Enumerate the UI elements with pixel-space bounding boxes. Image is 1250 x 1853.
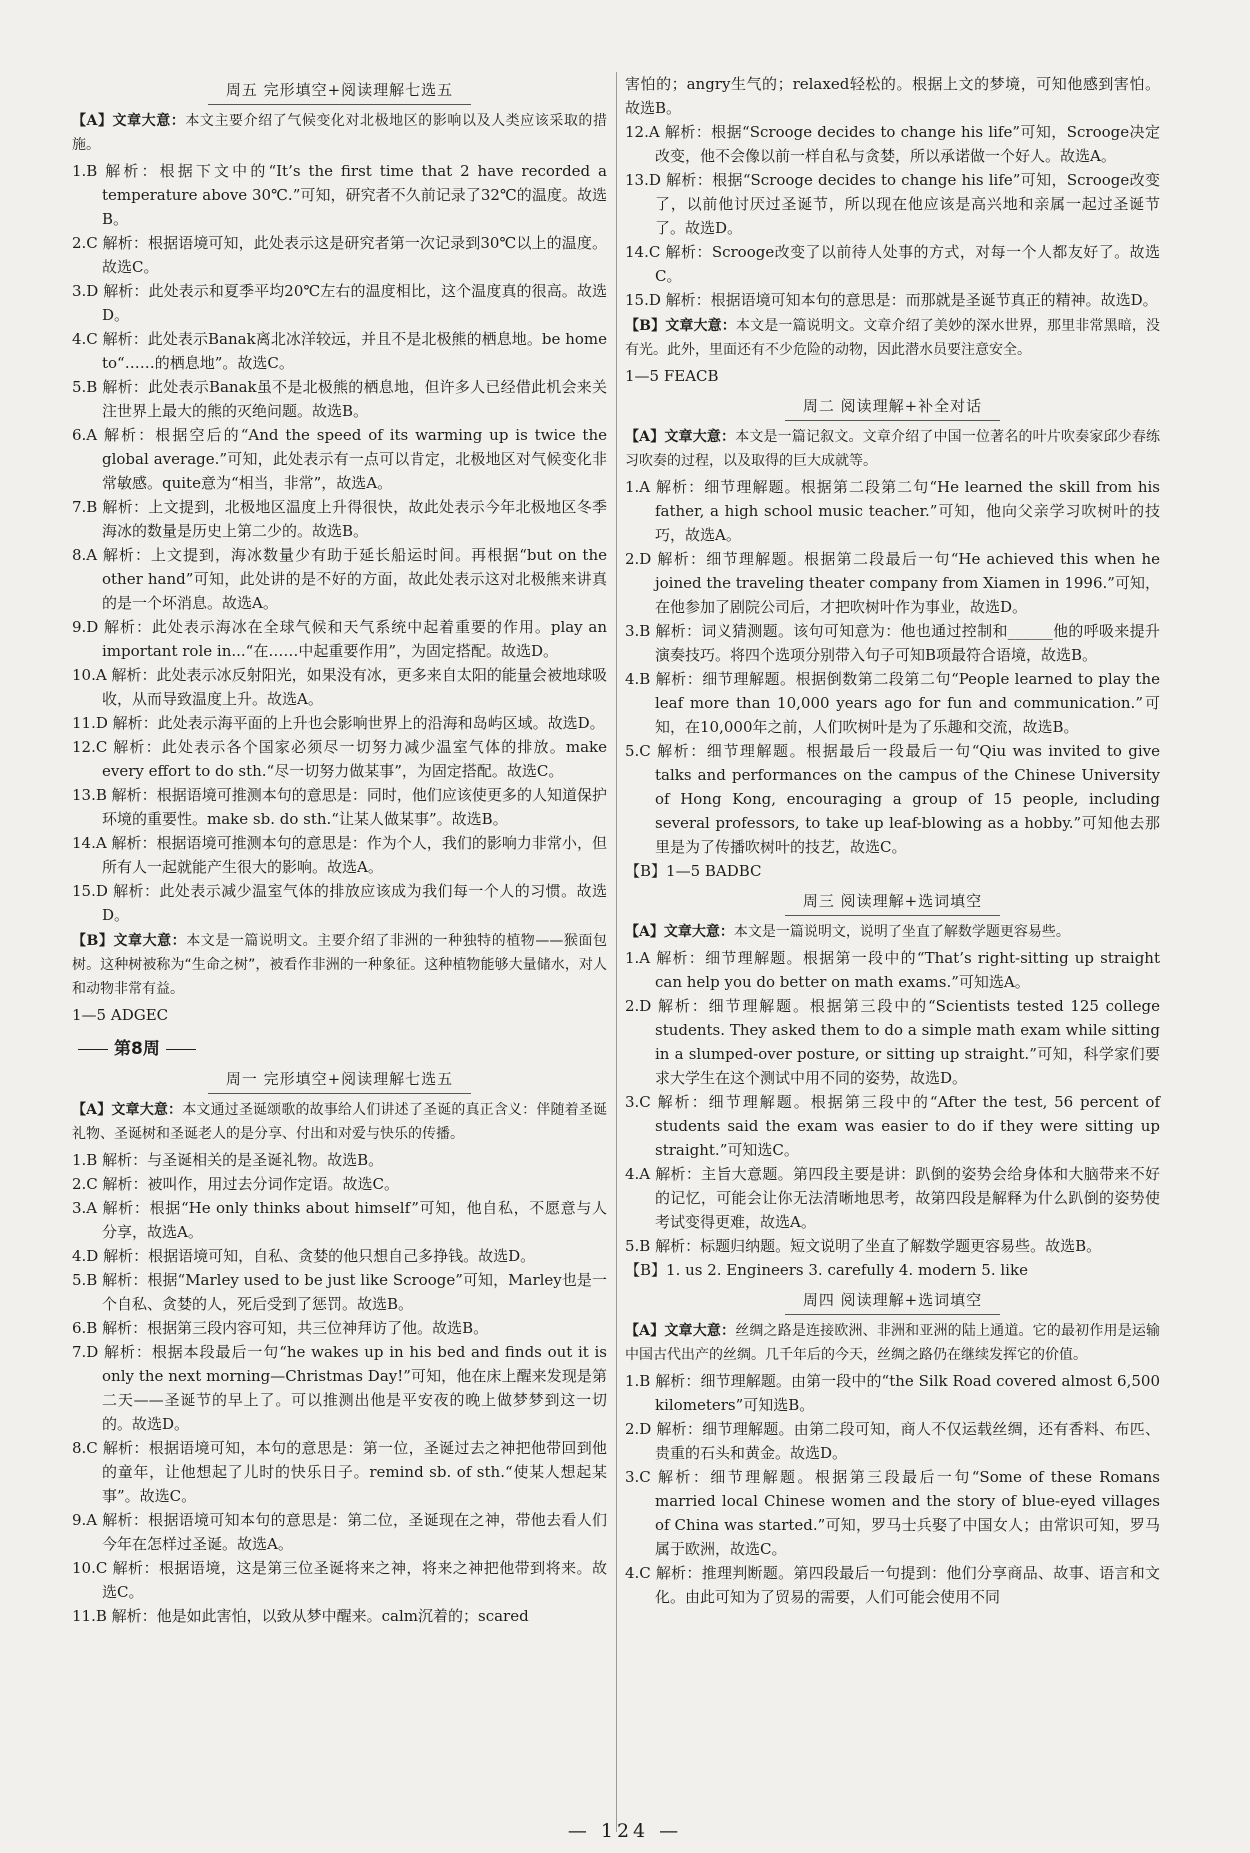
article-summary <box>72 109 607 157</box>
answer-item: 4.C 解析：此处表示Banak离北冰洋较远，并且不是北极熊的栖息地。be home to“……的栖息地”。故选C。 <box>72 330 607 372</box>
answer-item: 13.B 解析：根据语境可推测本句的意思是：同时，他们应该使更多的人知道保护环境的重要性。make sb. do sth.“让某人做某事”。故选B。 <box>72 786 607 828</box>
article-summary <box>625 425 1160 473</box>
answer-item: 3.C 解析：细节理解题。根据第三段中的“After the test, 56 percent of students said the exam was easier to do if they were sitting up straight.”可知选C。 <box>625 1093 1160 1159</box>
answer-line: 1—5 FEACB <box>625 367 719 385</box>
summary-text: 本文是一篇说明文。主要介绍了非洲的一种独特的植物——猴面包树。这种树被称为“生命之树”，被看作非洲的一种象征。这种植物能够大量储水，对人和动物非常有益。 <box>72 933 607 997</box>
answer-item: 2.D 解析：细节理解题。由第二段可知，商人不仅运载丝绸，还有香料、布匹、贵重的石头和黄金。故选D。 <box>625 1420 1160 1462</box>
answer-item: 2.D 解析：细节理解题。根据第三段中的“Scientists tested 125 college students. They asked them to do a simple math exam while sitting in a slumped-over posture, or sitting up straight.”可知，科学家们要求大学生在这个测试中用不同的姿势，故选D。 <box>625 997 1160 1087</box>
answer-item: 15.D 解析：根据语境可知本句的意思是：而那就是圣诞节真正的精神。故选D。 <box>625 291 1158 309</box>
summary-tag: 【A】文章大意： <box>72 113 186 129</box>
left-column <box>72 72 607 1628</box>
column-divider <box>616 72 617 1832</box>
answer-item: 7.B 解析：上文提到，北极地区温度上升得很快，故此处表示今年北极地区冬季海冰的数量是历史上第二少的。故选B。 <box>72 498 607 540</box>
section-heading <box>625 1288 1160 1315</box>
summary-tag: 【A】文章大意： <box>625 924 734 940</box>
answer-item: 12.C 解析：此处表示各个国家必须尽一切努力减少温室气体的排放。make every effort to do sth.“尽一切努力做某事”，为固定搭配。故选C。 <box>72 738 607 780</box>
answer-item: 6.A 解析：根据空后的“And the speed of its warming up is twice the global average.”可知，此处表示有一点可以肯定，北极地区对气候变化非常敏感。quite意为“相当，非常”，故选A。 <box>72 426 607 492</box>
article-summary <box>625 314 1160 362</box>
answer-item: 2.C 解析：被叫作，用过去分词作定语。故选C。 <box>72 1175 400 1193</box>
answer-item: 1.A 解析：细节理解题。根据第一段中的“That’s right-sitting up straight can help you do better on math exams.”可知选A。 <box>625 949 1160 991</box>
article-summary <box>72 929 607 1001</box>
section-heading <box>72 78 607 105</box>
answer-item: 11.B 解析：他是如此害怕，以致从梦中醒来。calm沉着的；scared <box>72 1607 529 1625</box>
section-heading <box>625 889 1160 916</box>
answer-item: 8.C 解析：根据语境可知，本句的意思是：第一位，圣诞过去之神把他带回到他的童年，让他想起了儿时的快乐日子。remind sb. of sth.“使某人想起某事”。故选C。 <box>72 1439 607 1505</box>
answer-item: 4.A 解析：主旨大意题。第四段主要是讲：趴倒的姿势会给身体和大脑带来不好的记忆，可能会让你无法清晰地思考，故第四段是解释为什么趴倒的姿势使考试变得更难，故选A。 <box>625 1165 1160 1231</box>
section-heading <box>625 394 1160 421</box>
answer-item: 7.D 解析：根据本段最后一句“he wakes up in his bed and finds out it is only the next morning—Christmas Day!”可知，他在床上醒来发现是第二天——圣诞节的早上了。可以推测出他是平安夜的晚上做梦梦到这一切的。故选D。 <box>72 1343 607 1433</box>
right-column <box>625 72 1160 1609</box>
answer-item: 1.B 解析：根据下文中的“It’s the first time that 2 have recorded a temperature above 30℃.”可知，研究者不久前记录了32℃的温度。故选B。 <box>72 162 607 228</box>
answer-item: 10.C 解析：根据语境，这是第三位圣诞将来之神，将来之神把他带到将来。故选C。 <box>72 1559 607 1601</box>
answer-item: 3.B 解析：词义猜测题。该句可知意为：他也通过控制和______他的呼吸来提升演奏技巧。将四个选项分别带入句子可知B项最符合语境，故选B。 <box>625 622 1160 664</box>
answer-item: 9.A 解析：根据语境可知本句的意思是：第二位，圣诞现在之神，带他去看人们今年在怎样过圣诞。故选A。 <box>72 1511 607 1553</box>
answer-item: 14.C 解析：Scrooge改变了以前待人处事的方式，对每一个人都友好了。故选C。 <box>625 243 1160 285</box>
summary-tag: 【A】文章大意： <box>625 1323 736 1339</box>
answer-page <box>10 72 1240 1802</box>
section-heading-text: 周五 完形填空+阅读理解七选五 <box>208 78 471 105</box>
section-heading-text: 周二 阅读理解+补全对话 <box>785 394 1000 421</box>
answer-item: 11.D 解析：此处表示海平面的上升也会影响世界上的沿海和岛屿区域。故选D。 <box>72 714 605 732</box>
answer-item: 4.B 解析：细节理解题。根据倒数第二段第二句“People learned to play the leaf more than 10,000 years ago for fun and communication.”可知，在10,000年之前，人们吹树叶是为了乐趣和交流，故选B。 <box>625 670 1160 736</box>
answer-item: 14.A 解析：根据语境可推测本句的意思是：作为个人，我们的影响力非常小，但所有人一起就能产生很大的影响。故选A。 <box>72 834 607 876</box>
summary-text: 本文是一篇记叙文。文章介绍了中国一位著名的叶片吹奏家邱少春练习吹奏的过程，以及取得的巨大成就等。 <box>625 429 1160 469</box>
answer-item: 1.A 解析：细节理解题。根据第二段第二句“He learned the skill from his father, a high school music teacher.”可知，他向父亲学习吹树叶的技巧，故选A。 <box>625 478 1160 544</box>
summary-tag: 【B】文章大意： <box>72 933 187 949</box>
summary-text: 本文是一篇说明文，说明了坐直了解数学题更容易些。 <box>733 924 1070 940</box>
answer-item: 3.A 解析：根据“He only thinks about himself”可知，他自私，不愿意与人分享，故选A。 <box>72 1199 607 1241</box>
answer-item: 12.A 解析：根据“Scrooge decides to change his life”可知，Scrooge决定改变，他不会像以前一样自私与贪婪，所以承诺做一个好人。故选A。 <box>625 123 1160 165</box>
summary-text: 丝绸之路是连接欧洲、非洲和亚洲的陆上通道。它的最初作用是运输中国古代出产的丝绸。几千年后的今天，丝绸之路仍在继续发挥它的价值。 <box>625 1323 1160 1363</box>
answer-item: 5.B 解析：此处表示Banak虽不是北极熊的栖息地，但许多人已经借此机会来关注世界上最大的熊的灭绝问题。故选B。 <box>72 378 607 420</box>
answer-item: 6.B 解析：根据第三段内容可知，共三位神拜访了他。故选B。 <box>72 1319 489 1337</box>
answer-item: 2.C 解析：根据语境可知，此处表示这是研究者第一次记录到30℃以上的温度。故选C。 <box>72 234 607 276</box>
summary-tag: 【A】文章大意： <box>625 429 736 445</box>
summary-text: 本文主要介绍了气候变化对北极地区的影响以及人类应该采取的措施。 <box>72 113 607 153</box>
answer-item: 5.B 解析：标题归纳题。短文说明了坐直了解数学题更容易些。故选B。 <box>625 1237 1102 1255</box>
summary-tag: 【A】文章大意： <box>72 1102 183 1118</box>
answer-item: 2.D 解析：细节理解题。根据第二段最后一句“He achieved this when he joined the traveling theater company from Xiamen in 1996.”可知，在他参加了剧院公司后，才把吹树叶作为事业，故选D。 <box>625 550 1160 616</box>
section-heading-text: 周四 阅读理解+选词填空 <box>785 1288 1000 1315</box>
answer-item: 3.D 解析：此处表示和夏季平均20℃左右的温度相比，这个温度真的很高。故选D。 <box>72 282 607 324</box>
answer-item: 1.B 解析：细节理解题。由第一段中的“the Silk Road covered almost 6,500 kilometers”可知选B。 <box>625 1372 1160 1414</box>
answer-item: 5.B 解析：根据“Marley used to be just like Scrooge”可知，Marley也是一个自私、贪婪的人，死后受到了惩罚。故选B。 <box>72 1271 607 1313</box>
answer-item: 4.D 解析：根据语境可知，自私、贪婪的他只想自己多挣钱。故选D。 <box>72 1247 536 1265</box>
answer-item: 5.C 解析：细节理解题。根据最后一段最后一句“Qiu was invited to give talks and performances on the campus of the Chinese University of Hong Kong, encouraging a group of 15 people, including several professors, to take up leaf-blowing as a hobby.”可知他去那里是为了传播吹树叶的技艺，故选C。 <box>625 742 1160 856</box>
section-heading-text: 周一 完形填空+阅读理解七选五 <box>208 1067 471 1094</box>
answer-item: 1.B 解析：与圣诞相关的是圣诞礼物。故选B。 <box>72 1151 384 1169</box>
article-summary <box>72 1098 607 1146</box>
answer-item: 3.C 解析：细节理解题。根据第三段最后一句“Some of these Romans married local Chinese women and the story of blue-eyed villages of China was started.”可知，罗马士兵娶了中国女人；由常识可知，罗马属于欧洲，故选C。 <box>625 1468 1160 1558</box>
summary-text: 本文通过圣诞颂歌的故事给人们讲述了圣诞的真正含义：伴随着圣诞礼物、圣诞树和圣诞老人的是分享、付出和对爱与快乐的传播。 <box>72 1102 607 1142</box>
answer-item: 15.D 解析：此处表示减少温室气体的排放应该成为我们每一个人的习惯。故选D。 <box>72 882 607 924</box>
answer-line: 1—5 ADGEC <box>72 1006 169 1024</box>
summary-text: 本文是一篇说明文。文章介绍了美妙的深水世界，那里非常黑暗，没有光。此外，里面还有不少危险的动物，因此潜水员要注意安全。 <box>625 318 1160 358</box>
week-heading-text: 第8周 <box>114 1039 160 1059</box>
section-heading <box>72 1067 607 1094</box>
page-number: — 124 — <box>567 1820 683 1842</box>
summary-tag: 【B】文章大意： <box>625 318 736 334</box>
answer-line: 【B】1—5 BADBC <box>625 862 762 880</box>
answer-item: 13.D 解析：根据“Scrooge decides to change his life”可知，Scrooge改变了，以前他讨厌过圣诞节，所以现在他应该是高兴地和亲属一起过圣诞节了。故选D。 <box>625 171 1160 237</box>
answer-item: 10.A 解析：此处表示冰反射阳光，如果没有冰，更多来自太阳的能量会被地球吸收，从而导致温度上升。故选A。 <box>72 666 607 708</box>
article-summary <box>625 920 1160 944</box>
answer-line: 害怕的；angry生气的；relaxed轻松的。根据上文的梦境，可知他感到害怕。故选B。 <box>625 75 1160 117</box>
answer-item: 4.C 解析：推理判断题。第四段最后一句提到：他们分享商品、故事、语言和文化。由此可知为了贸易的需要，人们可能会使用不同 <box>625 1564 1160 1606</box>
week-heading <box>72 1037 607 1061</box>
section-heading-text: 周三 阅读理解+选词填空 <box>785 889 1000 916</box>
answer-item: 9.D 解析：此处表示海冰在全球气候和天气系统中起着重要的作用。play an important role in...“在……中起重要作用”，为固定搭配。故选D。 <box>72 618 607 660</box>
answer-item: 8.A 解析：上文提到，海冰数量少有助于延长船运时间。再根据“but on the other hand”可知，此处讲的是不好的方面，故此处表示这对北极熊来讲真的是一个坏消息。故选A。 <box>72 546 607 612</box>
article-summary <box>625 1319 1160 1367</box>
answer-line: 【B】1. us 2. Engineers 3. carefully 4. modern 5. like <box>625 1261 1028 1279</box>
